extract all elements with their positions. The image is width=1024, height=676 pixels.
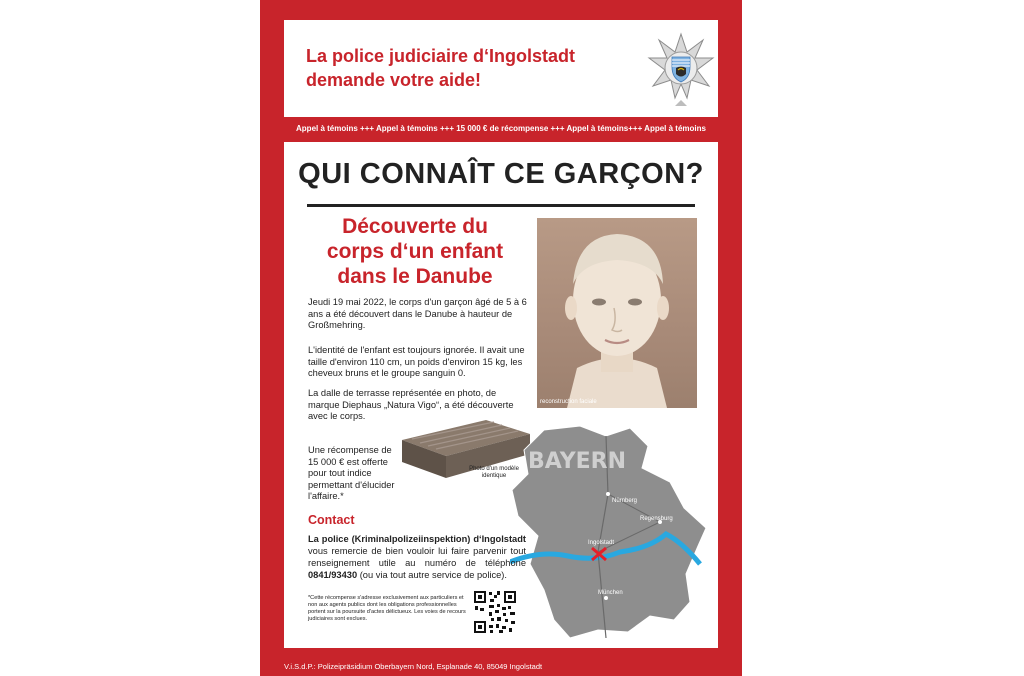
subhead-line3: dans le Danube bbox=[337, 265, 493, 288]
contact-body-end: (ou via tout autre service de police). bbox=[357, 570, 507, 580]
header-box bbox=[284, 20, 718, 117]
headline-rule bbox=[307, 204, 695, 207]
qr-code-icon[interactable] bbox=[473, 590, 517, 634]
contact-text bbox=[308, 533, 526, 581]
paragraph-slab: La dalle de terrasse représentée en photo, de marque Diephaus „Natura Vigo“, a été découverte avec le corps. bbox=[308, 388, 514, 421]
paragraph-identity: L'identité de l'enfant est toujours ignorée. Il avait une taille d'environ 110 cm, un poids d'environ 15 kg, les cheveux bruns et le groupe sanguin 0. bbox=[308, 345, 525, 378]
contact-intro: La police (Kriminalpolizeiinspektion) d‘Ingolstadt bbox=[308, 534, 526, 544]
headline: QUI CONNAÎT CE GARÇON? bbox=[298, 158, 704, 190]
main-panel bbox=[284, 142, 718, 648]
footer-imprint: V.i.S.d.P.: Polizeipräsidium Oberbayern Nord, Esplanade 40, 85049 Ingolstadt bbox=[284, 662, 543, 671]
subhead-line1: Découverte du bbox=[342, 215, 488, 238]
child-head-bust-icon bbox=[537, 218, 697, 408]
subhead-line2: corps d‘un enfant bbox=[326, 240, 504, 263]
map-title: BAYERN bbox=[528, 449, 627, 474]
slab-caption: Photo d'un modèle identique bbox=[469, 466, 519, 479]
contact-title: Contact bbox=[308, 513, 355, 527]
header-title bbox=[306, 44, 636, 92]
city-nuernberg: Nürnberg bbox=[612, 498, 638, 504]
paragraph-reward: Une récompense de 15 000 € est offerte pour tout indice permettant d'élucider l'affaire.* bbox=[308, 445, 395, 501]
city-regensburg: Regensburg bbox=[640, 516, 673, 522]
contact-phone: 0841/93430 bbox=[308, 570, 358, 580]
paragraph-discovery: Jeudi 19 mai 2022, le corps d'un garçon âgé de 5 à 6 ans a été découvert dans le Danube à hauteur de Großmehring. bbox=[308, 297, 527, 330]
subheadline bbox=[306, 214, 524, 289]
facial-reconstruction-photo bbox=[537, 218, 697, 408]
photo-caption: reconstruction faciale bbox=[540, 399, 597, 405]
poster bbox=[260, 0, 742, 676]
reward-footnote: *Cette récompense s'adresse exclusivement aux particuliers et non aux agents publics dont les obligations professionnelles portent sur la poursuite d'actes délictueux. Les voies de recours judiciaires sont exclues. bbox=[308, 595, 466, 622]
header-title-line1: La police judiciaire d‘Ingolstadt bbox=[306, 46, 576, 66]
bavaria-map bbox=[510, 424, 714, 648]
police-star-badge-icon bbox=[647, 32, 715, 108]
city-ingolstadt: Ingolstadt bbox=[588, 540, 615, 546]
header-title-line2: demande votre aide! bbox=[306, 70, 482, 90]
contact-body: vous remercie de bien vouloir lui faire parvenir tout renseignement utile au numéro de téléphone bbox=[308, 546, 526, 568]
city-muenchen: München bbox=[598, 590, 623, 596]
ticker-banner: Appel à témoins +++ Appel à témoins +++ 15 000 € de récompense +++ Appel à témoins+++ Appel à témoins bbox=[296, 124, 706, 133]
